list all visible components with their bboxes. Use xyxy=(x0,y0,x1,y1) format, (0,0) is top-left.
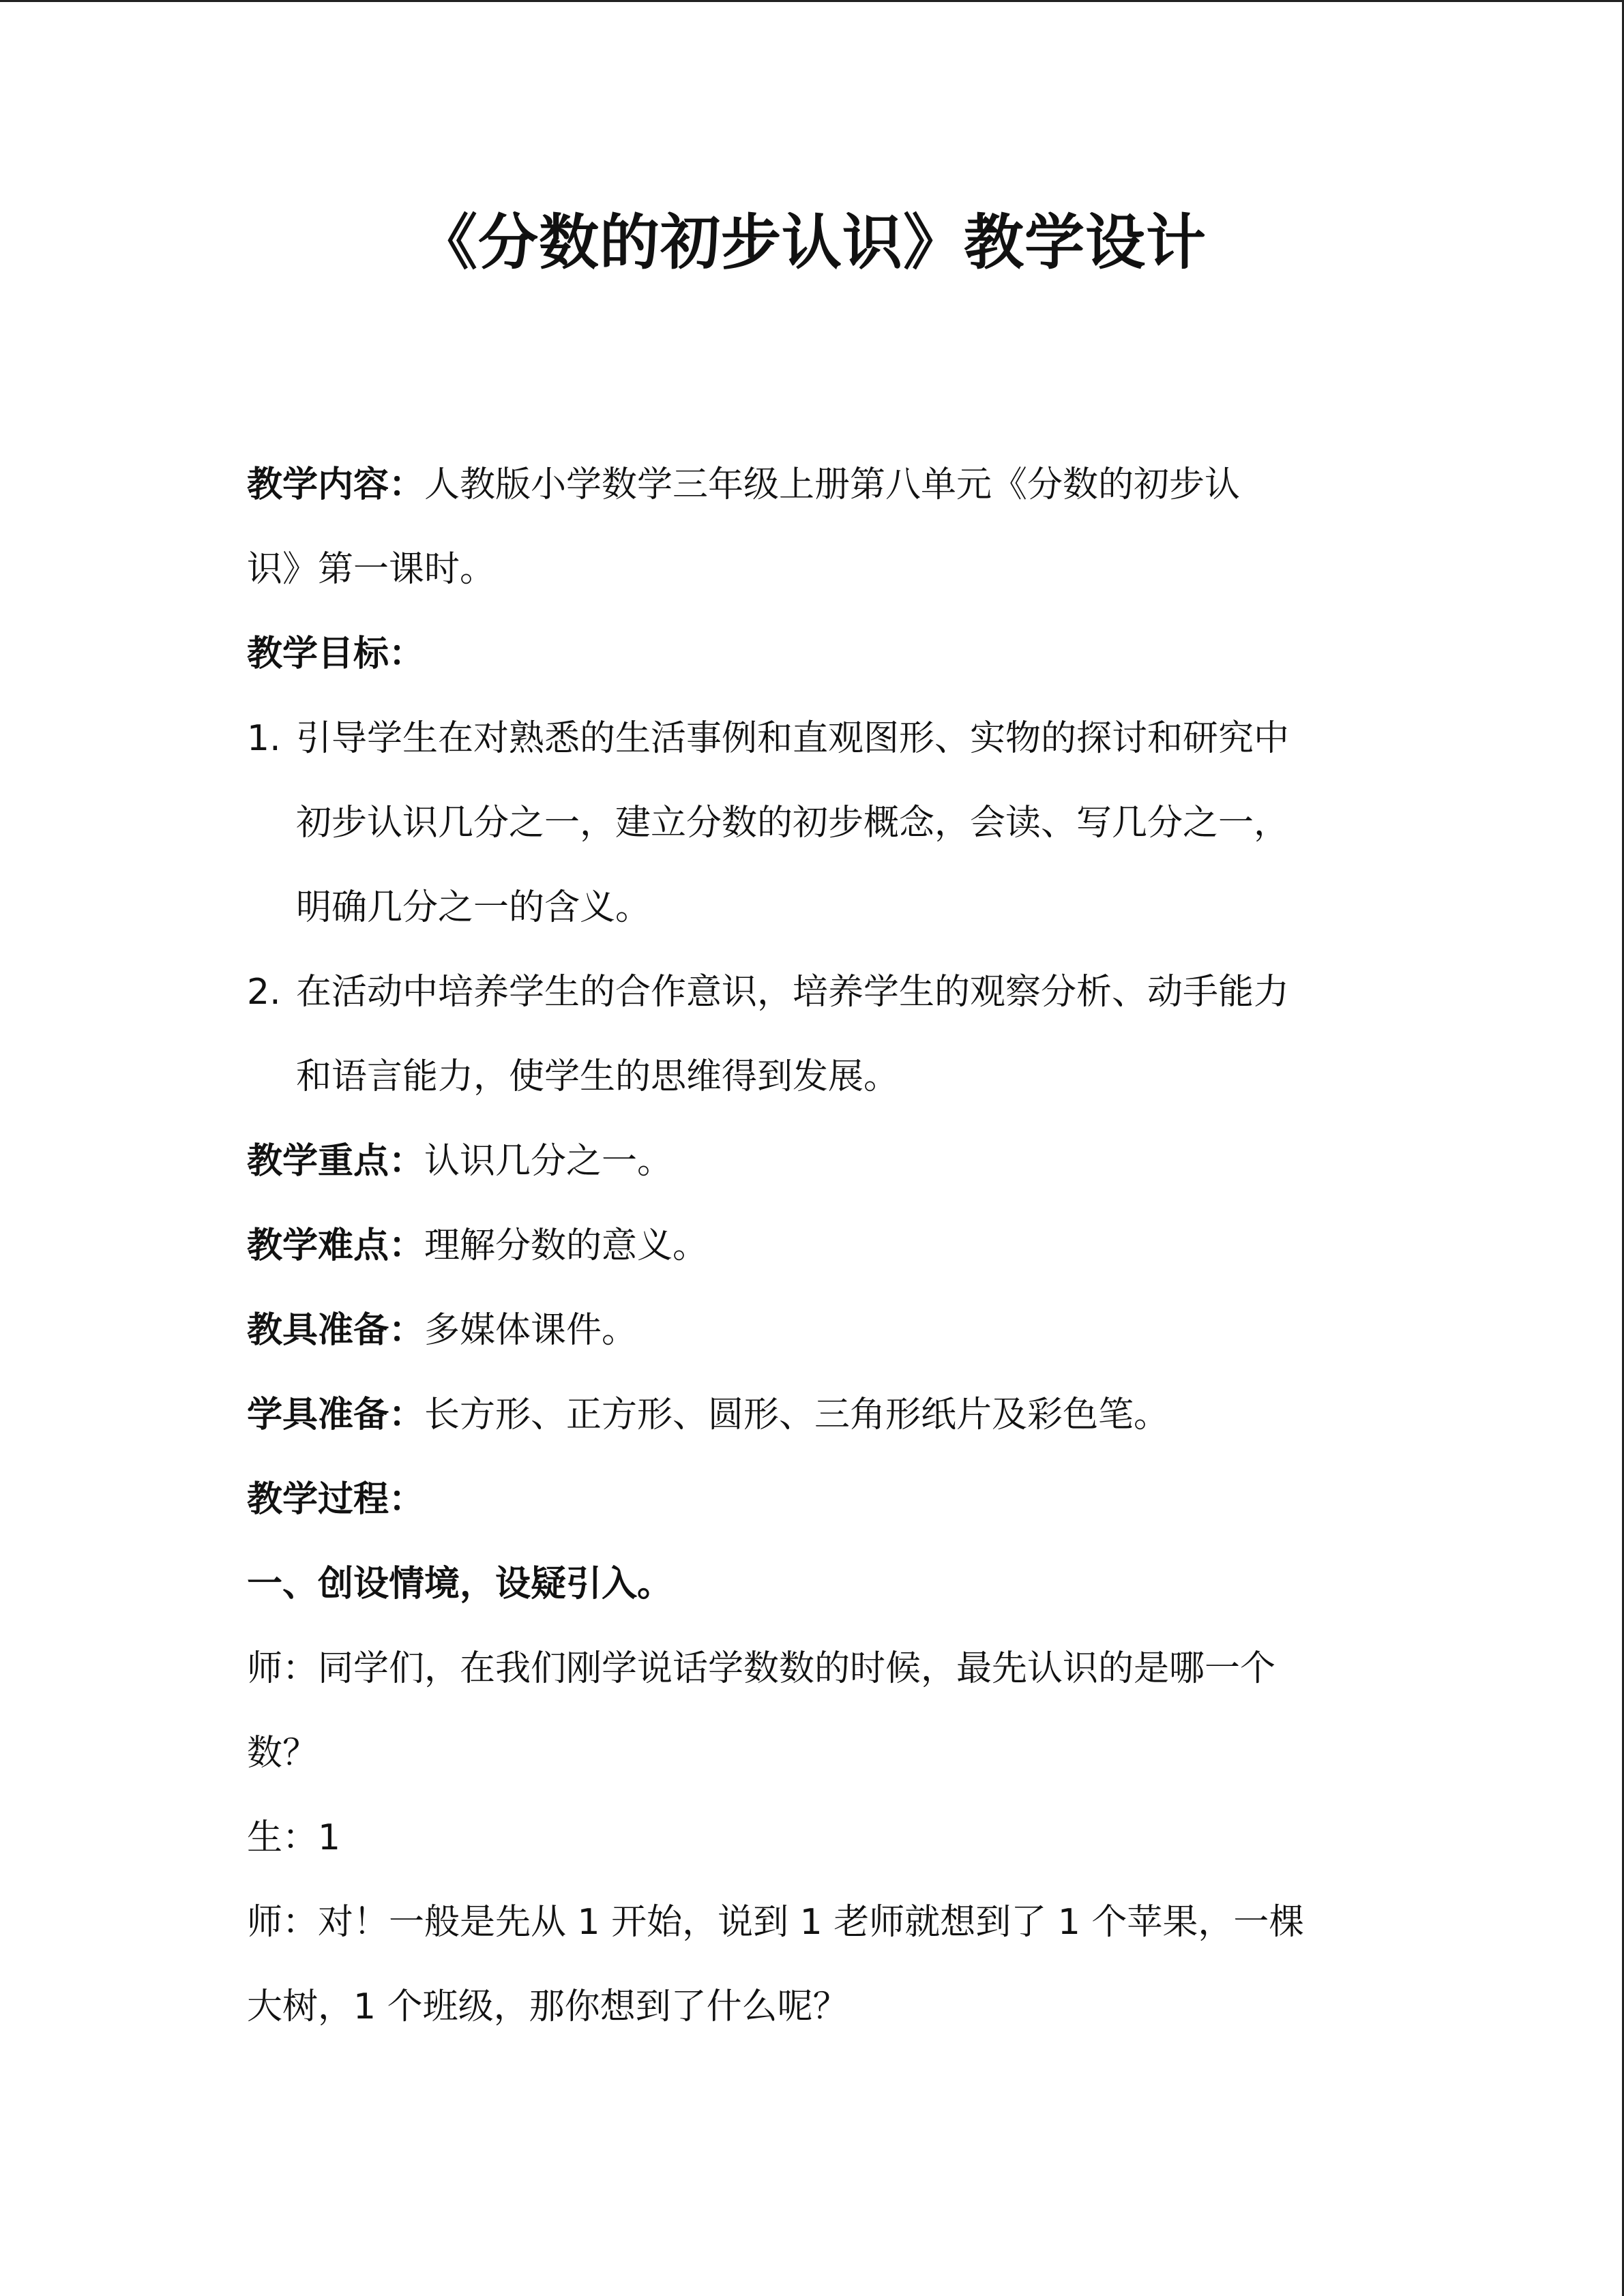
dialog-3-line-1: 师：对！一般是先从 1 开始，说到 1 老师就想到了 1 个苹果，一棵 xyxy=(247,1902,1305,1943)
dialog-1-line-2: 数？ xyxy=(247,1733,319,1774)
student-tools-paragraph xyxy=(247,1388,1169,1442)
difficulty-text: 理解分数的意义。 xyxy=(424,1225,709,1266)
teacher-tools-text: 多媒体课件。 xyxy=(424,1310,638,1351)
teaching-content-label: 教学内容： xyxy=(247,464,425,505)
teacher-tools-paragraph xyxy=(247,1303,637,1358)
key-point-text: 认识几分之一。 xyxy=(424,1141,673,1182)
teaching-process-heading: 教学过程： xyxy=(247,1479,425,1520)
goal-2-number: 2. xyxy=(247,972,281,1013)
goal-1-text: 引导学生在对熟悉的生活事例和直观图形、实物的探讨和研究中 xyxy=(296,718,1290,759)
section-1-heading: 一、创设情境，设疑引入。 xyxy=(247,1564,673,1605)
goal-2-line-2: 和语言能力，使学生的思维得到发展。 xyxy=(296,1056,900,1097)
goal-1-line-2: 初步认识几分之一，建立分数的初步概念，会读、写几分之一， xyxy=(296,803,1290,844)
teaching-content-text: 人教版小学数学三年级上册第八单元《分数的初步认 xyxy=(424,464,1241,505)
dialog-1-line-1: 师：同学们，在我们刚学说话学数数的时候，最先认识的是哪一个 xyxy=(247,1648,1276,1689)
goal-1-line-3: 明确几分之一的含义。 xyxy=(296,887,651,928)
dialog-2: 生：1 xyxy=(247,1817,341,1858)
document-title: 《分数的初步认识》教学设计 xyxy=(417,207,1207,278)
goal-1-number: 1. xyxy=(247,718,281,759)
teaching-goals-heading: 教学目标： xyxy=(247,633,425,674)
teacher-tools-label: 教具准备： xyxy=(247,1310,425,1351)
difficulty-label: 教学难点： xyxy=(247,1225,425,1266)
dialog-3-line-2: 大树，1 个班级，那你想到了什么呢？ xyxy=(247,1986,848,2027)
key-point-label: 教学重点： xyxy=(247,1141,425,1182)
teaching-content-continued: 识》第一课时。 xyxy=(247,549,496,590)
goal-2-text: 在活动中培养学生的合作意识，培养学生的观察分析、动手能力 xyxy=(296,972,1290,1013)
teaching-content-paragraph xyxy=(247,458,1240,512)
student-tools-label: 学具准备： xyxy=(247,1395,425,1435)
student-tools-text: 长方形、正方形、圆形、三角形纸片及彩色笔。 xyxy=(424,1395,1170,1435)
difficulty-paragraph xyxy=(247,1219,708,1273)
key-point-paragraph xyxy=(247,1134,673,1189)
